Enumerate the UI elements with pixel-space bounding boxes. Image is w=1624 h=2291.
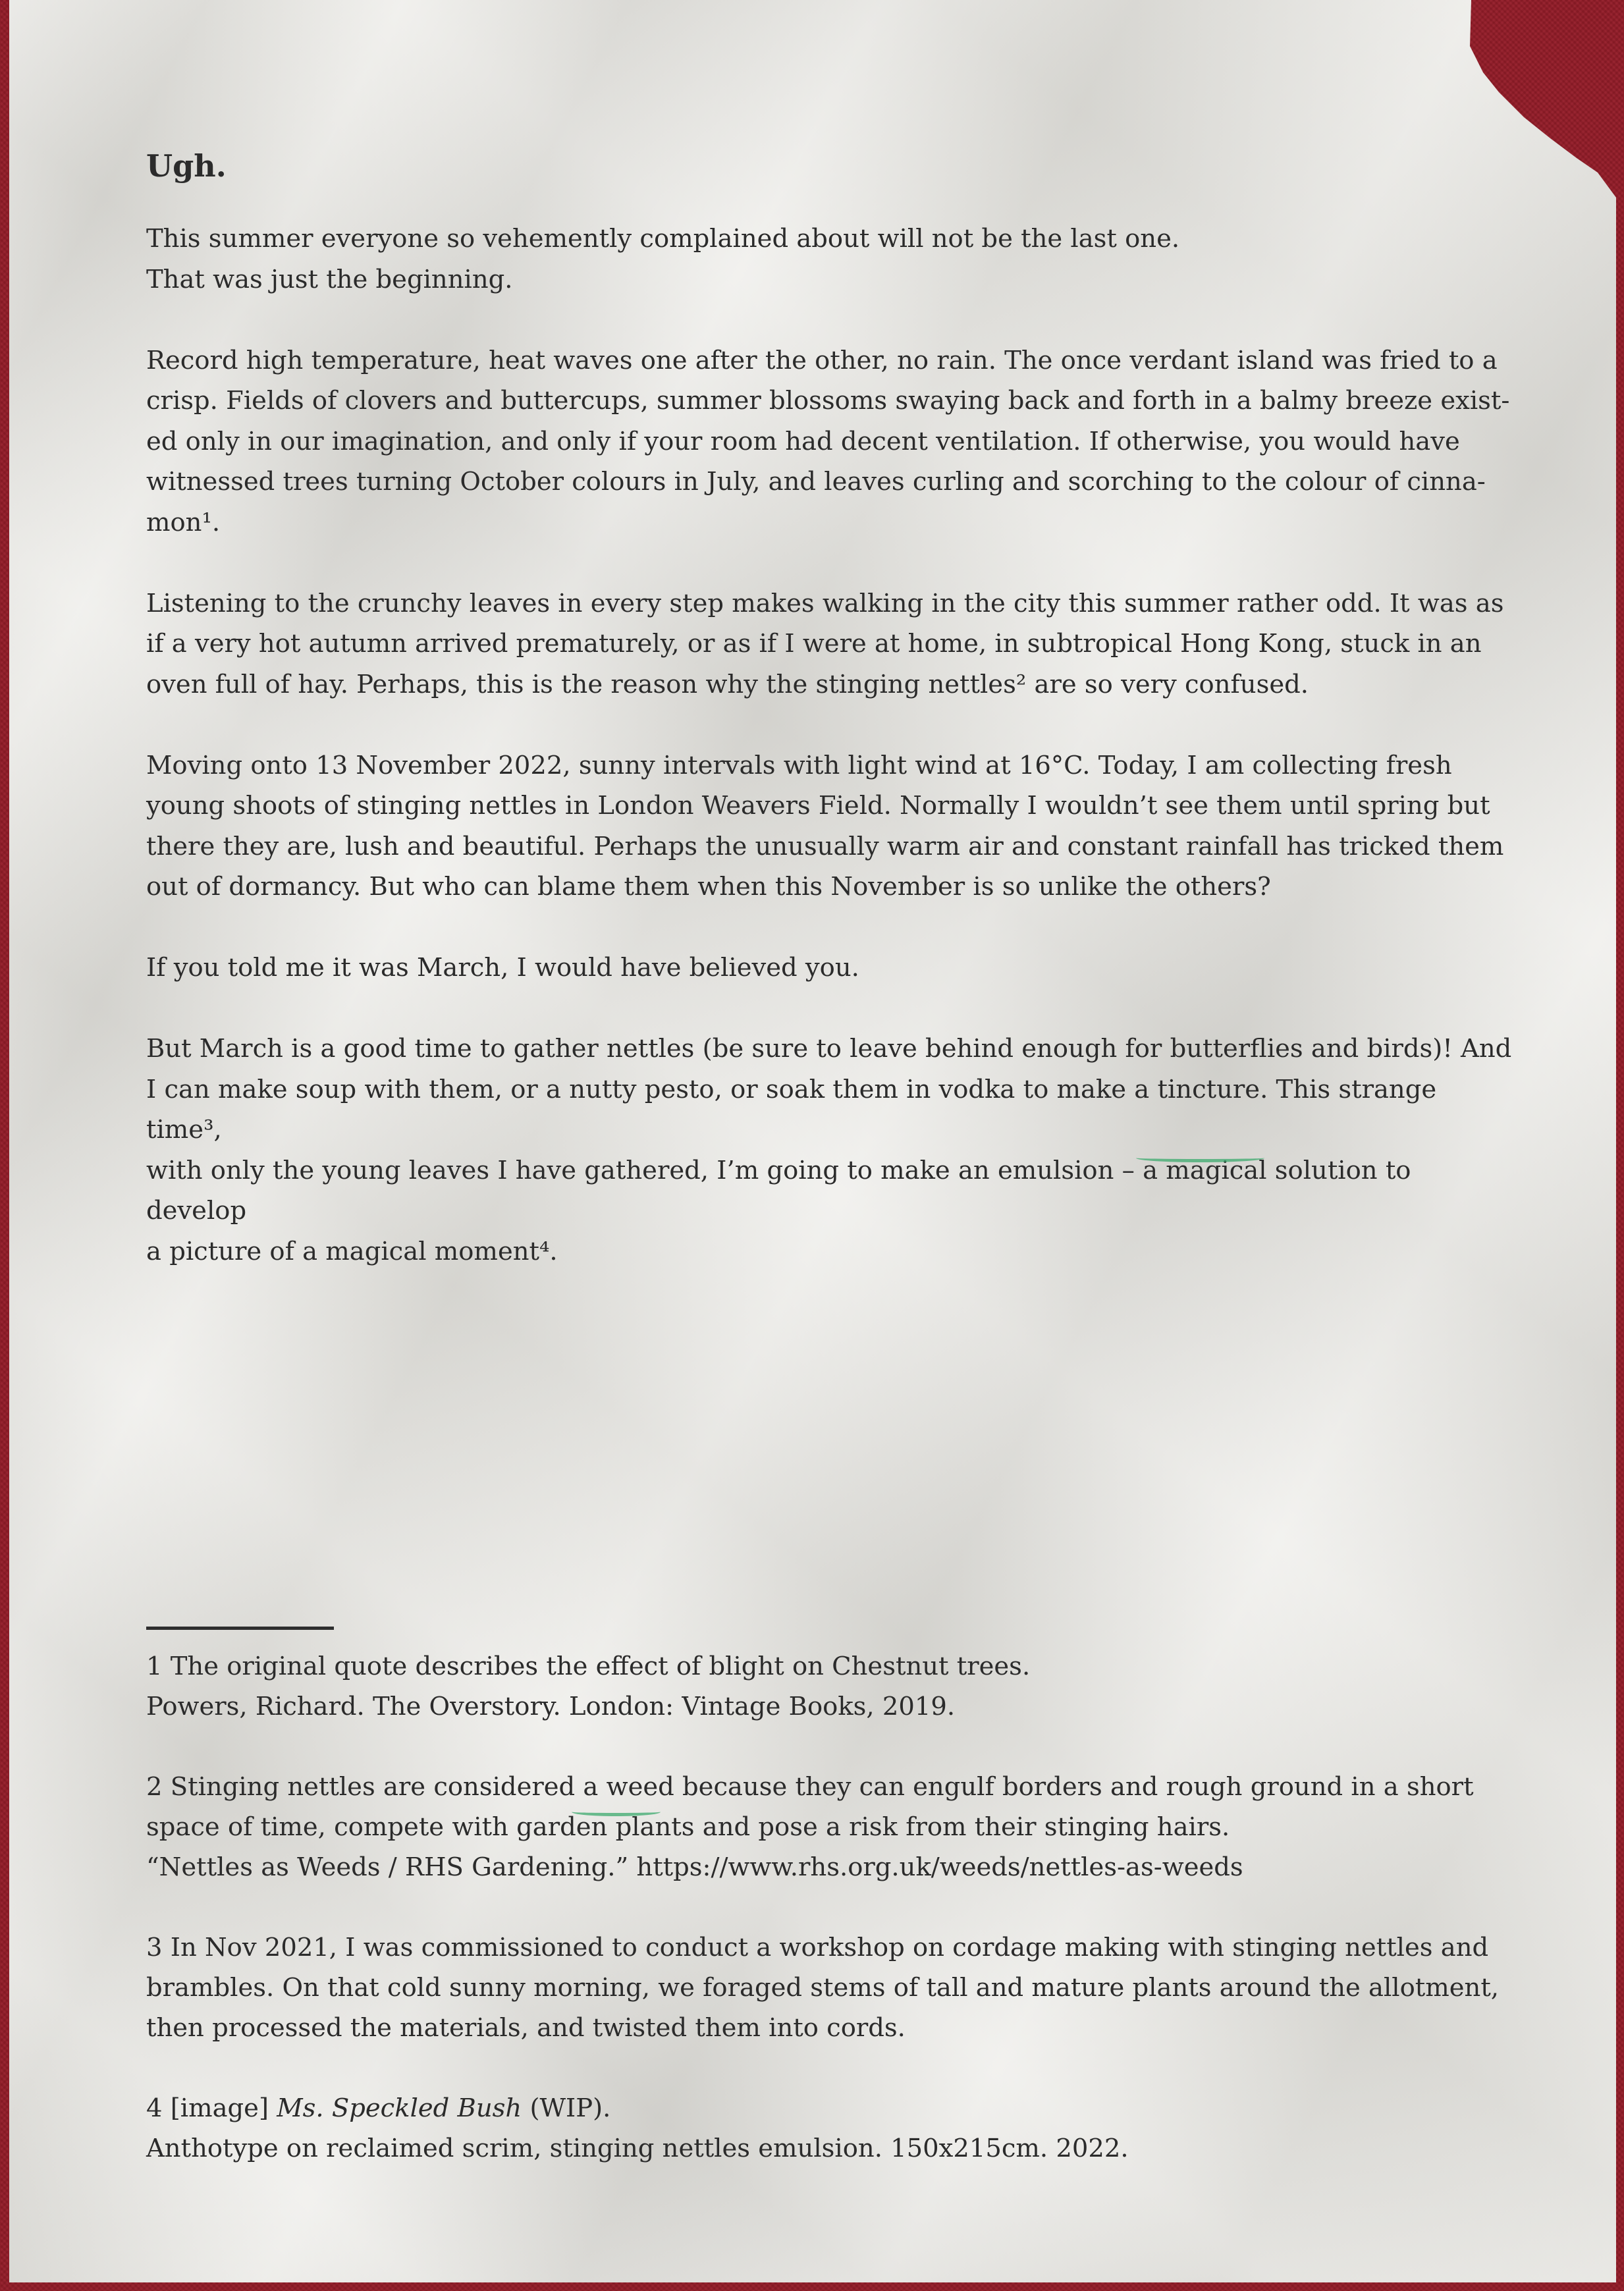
essay-title: Ugh. xyxy=(146,148,227,184)
paragraph-2: Record high temperature, heat waves one after the other, no rain. The once verdant island was fried to a crisp. Fields of clovers and buttercups, summer blossoms swaying back and forth in a balmy breeze exist- ed only in our imagination, and only if your room had decent ventilation. If otherwise, you would have witnessed trees turning October colours in July, and leaves curling and scorching to the colour of cinna- mon¹. xyxy=(146,345,1510,537)
essay-body xyxy=(146,146,1516,1312)
footnote-4-work-title: Ms. Speckled Bush xyxy=(277,2093,522,2123)
footnote-divider xyxy=(146,1627,334,1630)
footnote-1: 1 The original quote describes the effect of blight on Chestnut trees. Powers, Richard. The Overstory. London: Vintage Books, 2019. xyxy=(146,1652,1031,1721)
paragraph-4: Moving onto 13 November 2022, sunny intervals with light wind at 16°C. Today, I am collecting fresh young shoots of stinging nettles in London Weavers Field. Normally I wouldn’t see them until spring but there they are, lush and beautiful. Perhaps the unusually warm air and constant rainfall has tricked them out of dormancy. But who can blame them when this November is so unlike the others? xyxy=(146,750,1504,902)
footnotes xyxy=(146,1646,1516,2169)
paragraph-6: But March is a good time to gather nettles (be sure to leave behind enough for butterflies and birds)! And I can make soup with them, or a nutty pesto, or soak them in vodka to make a tincture. This strange time³, with only the young leaves I have gathered, I’m going to make an emulsion – a magical solution to develop a picture of a magical moment⁴. xyxy=(146,1034,1512,1266)
footnote-3: 3 In Nov 2021, I was commissioned to conduct a workshop on cordage making with stinging nettles and brambles. On that cold sunny morning, we foraged stems of tall and mature plants around the allotment, then processed the materials, and twisted them into cords. xyxy=(146,1933,1500,2043)
footnote-4-prefix: 4 [image] xyxy=(146,2093,277,2123)
paragraph-5: If you told me it was March, I would have believed you. xyxy=(146,953,859,983)
paragraph-3: Listening to the crunchy leaves in every step makes walking in the city this summer rather odd. It was as if a very hot autumn arrived prematurely, or as if I were at home, in subtropical Hong Kong, stuck in an oven full of hay. Perhaps, this is the reason why the stinging nettles² are so very confused. xyxy=(146,588,1504,699)
footnote-2: 2 Stinging nettles are considered a weed because they can engulf borders and rough ground in a short space of time, compete with garden plants and pose a risk from their stinging hairs. “Nettles as Weeds / RHS Gardening.” https://www.rhs.org.uk/weeds/nettles-as-weeds xyxy=(146,1772,1474,1882)
paragraph-1: This summer everyone so vehemently complained about will not be the last one. That was just the beginning. xyxy=(146,224,1180,294)
footnote-4 xyxy=(146,2088,1516,2169)
magical-highlight-mark xyxy=(1136,1154,1264,1162)
footnote-4-details: Anthotype on reclaimed scrim, stinging nettles emulsion. 150x215cm. 2022. xyxy=(146,2134,1129,2163)
essay-paragraphs xyxy=(146,219,1516,1272)
weed-highlight-mark xyxy=(572,1808,661,1816)
footnote-4-suffix: (WIP). xyxy=(522,2093,611,2123)
